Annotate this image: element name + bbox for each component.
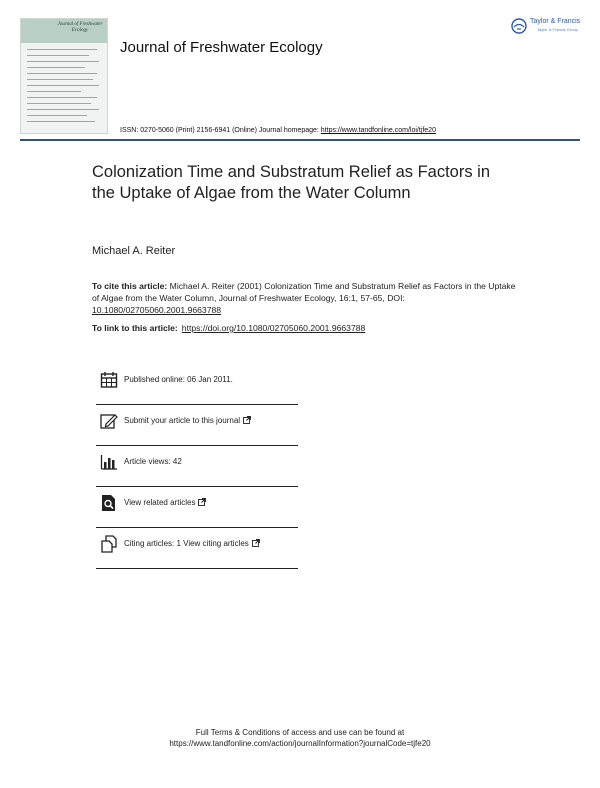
header-divider <box>20 139 580 141</box>
footer-terms-link[interactable]: https://www.tandfonline.com/action/journalInformation?journalCode=tjfe20 <box>169 739 431 748</box>
issn-text: ISSN: 0270-5060 (Print) 2156-6941 (Online) Journal homepage: <box>120 127 321 134</box>
article-views-row <box>96 446 298 487</box>
citing-articles-row[interactable] <box>96 528 298 569</box>
external-link-icon <box>252 539 260 547</box>
edit-icon <box>100 412 118 430</box>
calendar-icon <box>100 371 118 389</box>
taylor-francis-icon <box>511 18 527 34</box>
footer <box>0 727 600 749</box>
related-articles-text: View related articles <box>124 498 206 507</box>
publisher-logo-text: Taylor & Francis <box>530 18 581 25</box>
related-articles-row[interactable] <box>96 487 298 528</box>
journal-title: Journal of Freshwater Ecology <box>120 39 323 56</box>
submit-article-text: Submit your article to this journal <box>124 416 251 425</box>
external-link-icon <box>243 416 251 424</box>
journal-cover-image <box>20 18 108 134</box>
citation-block <box>92 280 522 316</box>
external-link-icon <box>198 498 206 506</box>
cite-label: To cite this article: <box>92 281 168 291</box>
published-online-row <box>96 364 298 405</box>
publisher-logo[interactable] <box>511 16 583 36</box>
citing-icon <box>100 535 118 553</box>
article-views-text: Article views: 42 <box>124 457 182 466</box>
search-document-icon <box>100 494 118 512</box>
issn-line <box>120 127 436 134</box>
link-label: To link to this article: <box>92 323 178 333</box>
article-link-row <box>92 323 365 333</box>
citing-articles-text: Citing articles: 1 View citing articles <box>124 539 260 548</box>
published-online-text: Published online: 06 Jan 2011. <box>124 375 233 384</box>
article-title: Colonization Time and Substratum Relief as Factors in the Uptake of Algae from the Water Column <box>92 163 491 202</box>
footer-terms-text: Full Terms & Conditions of access and use can be found at <box>195 728 405 737</box>
bar-chart-icon <box>100 453 118 471</box>
author-name: Michael A. Reiter <box>92 245 176 257</box>
cite-text: Michael A. Reiter (2001) Colonization Time and Substratum Relief as Factors in the Uptake of Algae from the Water Column, Journal of Freshwater Ecology, 16:1, 57-65, DOI: <box>92 281 516 303</box>
publisher-logo-subtext: Taylor & Francis Group <box>537 27 578 32</box>
cover-title: Journal of Freshwater Ecology <box>57 22 103 33</box>
article-link[interactable]: https://doi.org/10.1080/02705060.2001.9663788 <box>181 323 366 333</box>
submit-article-row[interactable] <box>96 405 298 446</box>
journal-homepage-link[interactable]: https://www.tandfonline.com/loi/tjfe20 <box>320 127 436 134</box>
doi-link[interactable]: 10.1080/02705060.2001.9663788 <box>92 305 222 315</box>
